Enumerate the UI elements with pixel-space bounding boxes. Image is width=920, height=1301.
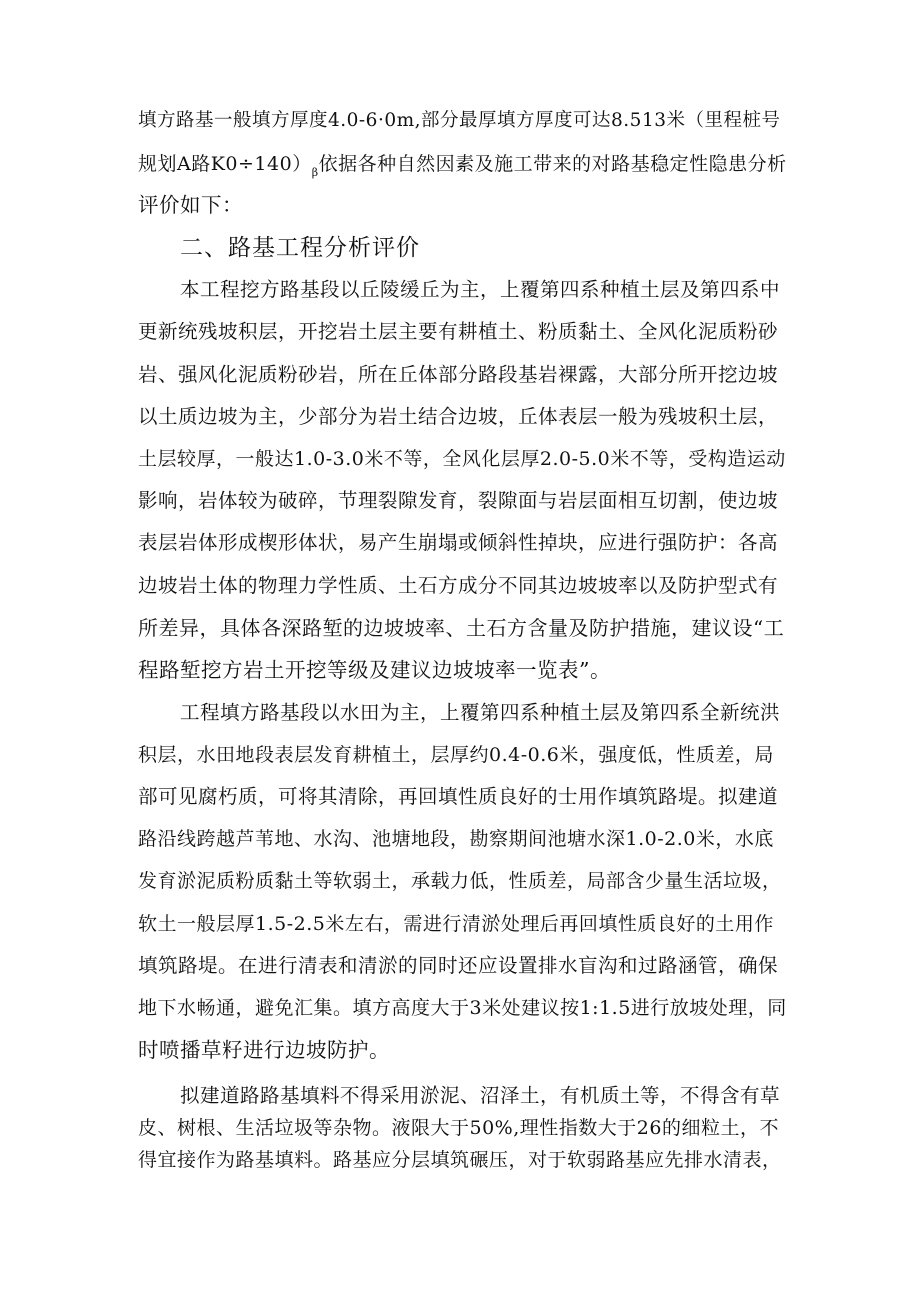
p1-line: 影响，岩体较为破碎，节理裂隙发育，裂隙面与岩层面相互切割，使边坡: [138, 489, 779, 512]
p1-line: 更新统残坡积层，开挖岩土层主要有耕植土、粉质黏土、全风化泥质粉砂: [138, 320, 779, 343]
p2-line: 地下水畅通，避免汇集。填方高度大于3米处建议按1:1.5进行放坡处理，同: [138, 997, 787, 1019]
intro-line-2-a: 规划A路K0÷140）: [138, 153, 312, 175]
intro-line-2-b: 依据各种自然因素及施工带来的对路基稳定性隐患分析: [318, 153, 787, 175]
p2-line: 部可见腐朽质，可将其清除，再回填性质良好的士用作填筑路堤。拟建道: [138, 785, 779, 808]
p3-line: 皮、树根、生活垃圾等杂物。液限大于50%,理性指数大于26的细粒土，不: [138, 1117, 779, 1139]
p2-line: 积层，水田地段表层发育耕植土，层厚约0.4-0.6米，强度低，性质差，局: [138, 744, 774, 766]
p1-line: 本工程挖方路基段以丘陵缓丘为主，上覆第四系种植土层及第四系中: [180, 278, 781, 301]
p1-line: 程路堑挖方岩土开挖等级及建议边坡坡率一览表”。: [138, 658, 611, 682]
p1-line: 以土质边坡为主，少部分为岩土结合边坡，丘体表层一般为残坡积土层，: [138, 405, 779, 428]
p2-line: 发育淤泥质粉质黏土等软弱土，承载力低，性质差，局部含少量生活垃圾，: [138, 870, 782, 892]
p2-line: 软土一般层厚1.5-2.5米左右，需进行清淤处理后再回填性质良好的土用作: [138, 913, 774, 935]
p2-line: 路沿线跨越芦苇地、水沟、池塘地段，勘察期间池塘水深1.0-2.0米，水底: [138, 828, 774, 850]
p1-line: 岩、强风化泥质粉砂岩，所在丘体部分路段基岩裸露，大部分所开挖边坡: [138, 363, 779, 386]
p2-line: 工程填方路基段以水田为主，上覆第四系种植土层及第四系全新统洪: [180, 701, 781, 724]
p1-line: 所差异，具体各深路堑的边坡坡率、土石方含量及防护措施，建议设“工: [138, 616, 785, 640]
intro-line-2-sub: β: [311, 166, 319, 179]
p2-line: 时喷播草籽进行边坡防护。: [138, 1038, 390, 1062]
p3-line: 拟建道路路基填料不得采用淤泥、沼泽土，有机质土等，不得含有草: [180, 1084, 781, 1107]
p1-line: 表层岩体形成楔形体状，易产生崩塌或倾斜性掉块，应进行强防护：各高: [138, 531, 779, 554]
intro-line-2: [138, 148, 788, 189]
intro-line-1: 填方路基一般填方厚度4.0-6·0m,部分最厚填方厚度可达8.513米（里程桩号: [138, 110, 781, 131]
p1-line: 边坡岩土体的物理力学性质、土石方成分不同其边坡坡率以及防护型式有: [138, 574, 779, 597]
p1-line: 土层较厚，一般达1.0-3.0米不等，全风化层厚2.0-5.0米不等，受构造运动: [138, 448, 786, 470]
section-title: 二、路基工程分析评价: [180, 235, 420, 261]
intro-line-3: 评价如下：: [138, 193, 243, 217]
p3-line: 得宜接作为路基填料。路基应分层填筑碾压，对于软弱路基应先排水清表，: [138, 1149, 782, 1171]
p2-line: 填筑路堤。在进行清表和清淤的同时还应设置排水盲沟和过路涵管，确保: [138, 954, 779, 977]
